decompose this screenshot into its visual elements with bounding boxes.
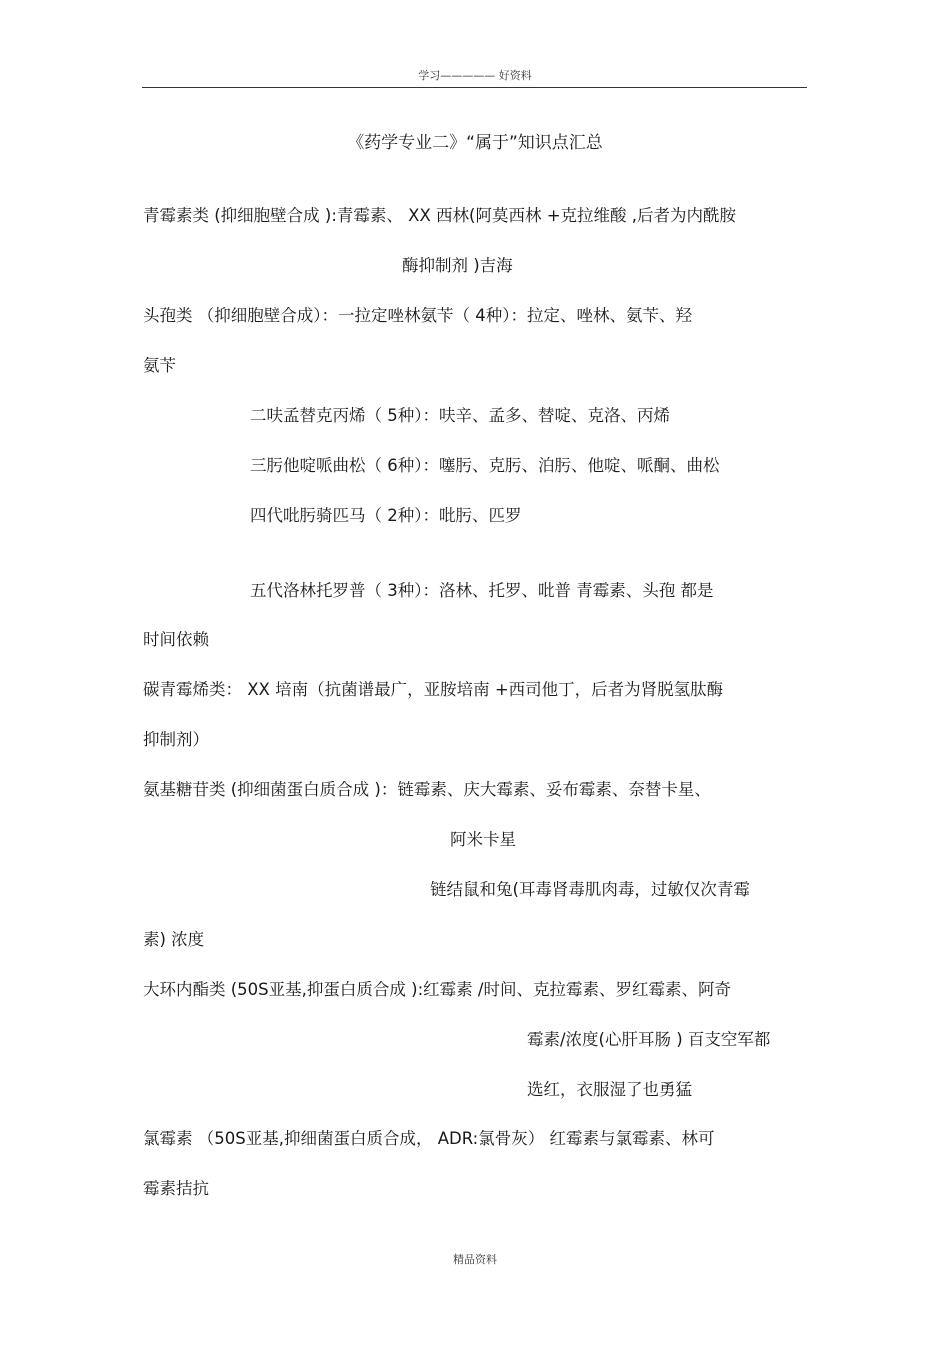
page-footer: 精品资料 bbox=[453, 1253, 497, 1266]
text-line: 五代洛林托罗普（ 3种）：洛林、托罗、吡普 青霉素、头孢 都是 bbox=[250, 581, 714, 600]
text-line: 青霉素类 (抑细胞壁合成 ):青霉素、 XX 西林(阿莫西林 +克拉维酸 ,后者为内酰胺 bbox=[143, 206, 737, 225]
document-title: 《药学专业二》“属于”知识点汇总 bbox=[347, 133, 603, 153]
text-line: 霉素拮抗 bbox=[143, 1179, 209, 1198]
text-line: 酶抑制剂 )吉海 bbox=[402, 256, 513, 275]
text-line: 头孢类 （抑细胞壁合成）：一拉定唑林氨苄（ 4种）：拉定、唑林、氨苄、羟 bbox=[143, 306, 692, 325]
text-line: 氨基糖苷类 (抑细菌蛋白质合成 )：链霉素、庆大霉素、妥布霉素、奈替卡星、 bbox=[143, 780, 711, 799]
text-line: 四代吡肟骑匹马（ 2种）：吡肟、匹罗 bbox=[250, 506, 522, 525]
text-line: 抑制剂） bbox=[143, 730, 209, 749]
text-line: 时间依赖 bbox=[143, 630, 209, 649]
text-line: 选红，衣服湿了也勇猛 bbox=[527, 1080, 692, 1099]
text-line: 碳青霉烯类： XX 培南（抗菌谱最广，亚胺培南 +西司他丁，后者为肾脱氢肽酶 bbox=[143, 680, 724, 699]
text-line: 素) 浓度 bbox=[143, 930, 205, 949]
text-line: 霉素/浓度(心肝耳肠 ) 百支空军都 bbox=[527, 1030, 771, 1049]
text-line: 阿米卡星 bbox=[450, 830, 516, 849]
text-line: 三肟他啶哌曲松（ 6种）：噻肟、克肟、泊肟、他啶、哌酮、曲松 bbox=[250, 456, 720, 475]
text-line: 二呋孟替克丙烯（ 5种）：呋辛、孟多、替啶、克洛、丙烯 bbox=[250, 406, 670, 425]
text-line: 链结鼠和兔(耳毒肾毒肌肉毒，过敏仅次青霉 bbox=[430, 880, 750, 899]
text-line: 氨苄 bbox=[143, 356, 176, 375]
text-line: 大环内酯类 (50S亚基,抑蛋白质合成 ):红霉素 /时间、克拉霉素、罗红霉素、阿奇 bbox=[143, 980, 731, 999]
header-text: 学习————— 好资料 bbox=[418, 69, 532, 82]
text-line: 氯霉素 （50S亚基,抑细菌蛋白质合成， ADR:氯骨灰） 红霉素与氯霉素、林可 bbox=[143, 1129, 715, 1148]
header-divider bbox=[142, 87, 807, 88]
